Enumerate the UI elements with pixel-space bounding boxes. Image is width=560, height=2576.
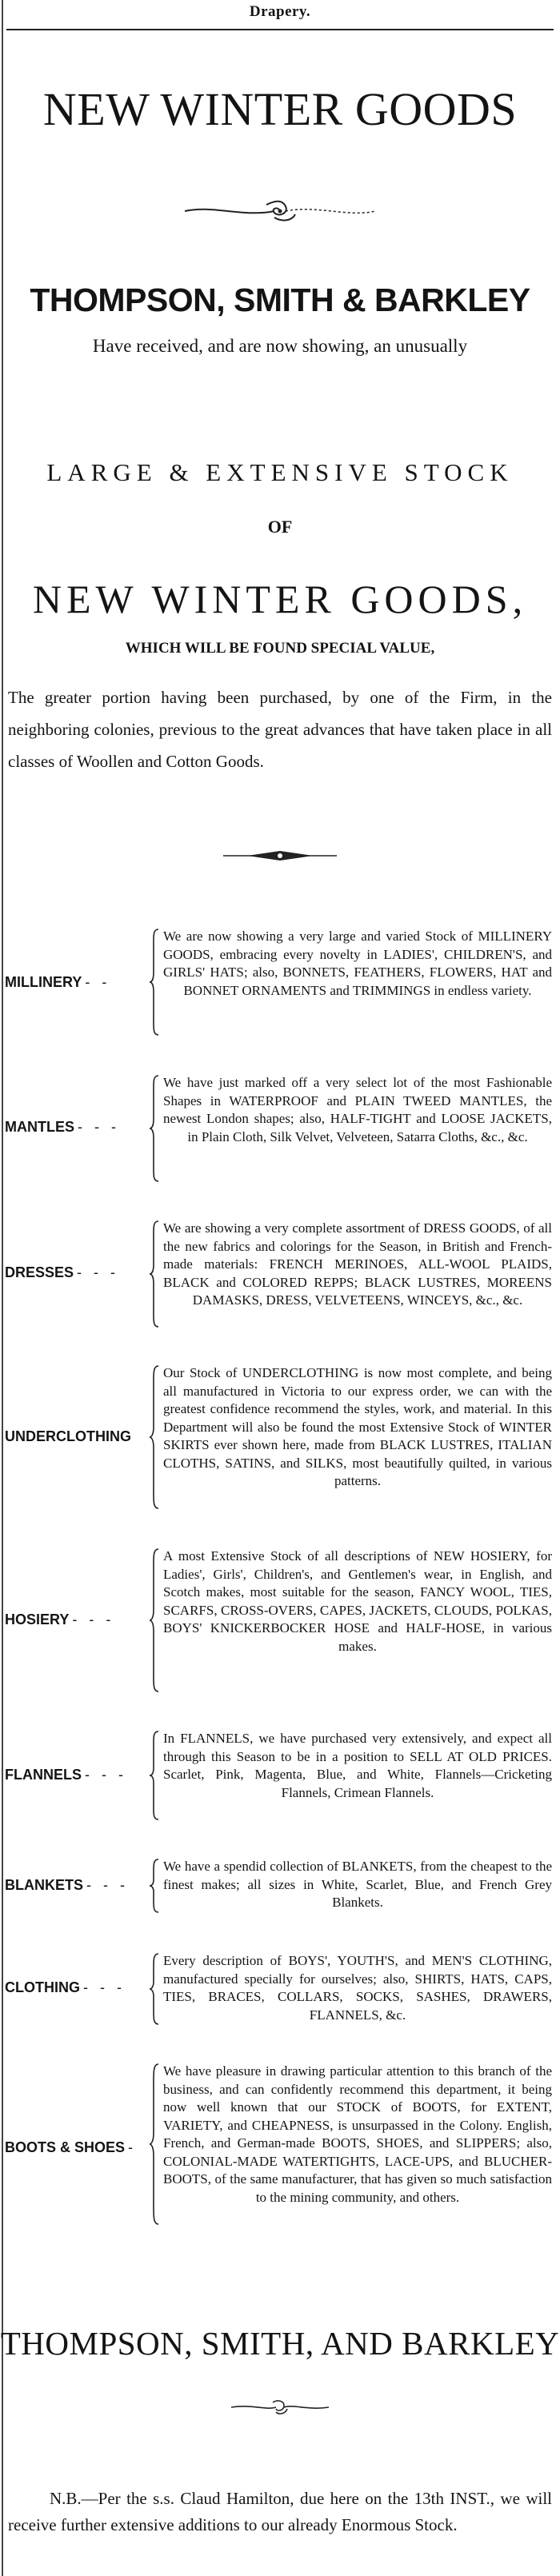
brace-icon — [149, 928, 160, 1036]
brace-icon — [149, 1548, 160, 1693]
department-flannels — [0, 1730, 560, 1821]
department-description: In FLANNELS, we have purchased very extensively, and expect all through this Season to be in a position to SELL AT OLD PRICES. Scarlet, Pink, Magenta, Blue, and White, Flannels—Cricketing Flannels, Crimean Flannels. — [163, 1731, 552, 1800]
department-millinery — [0, 928, 560, 1036]
nb-note-text: N.B.—Per the s.s. Claud Hamilton, due here on the 13th INST., we will receive further extensive additions to our already Enormous Stock. — [8, 2489, 552, 2534]
brace-icon — [149, 1364, 160, 1510]
department-description: We are showing a very complete assortment of DRESS GOODS, of all the new fabrics and colorings for the Season, in British and French-made materials: FRENCH MERINOES, ALL-WOOL PLAIDS, BLACK and COLORED REPPS; BLACK LUSTRES, MOREENS DAMASKS, DRESS, VELVETEENS, WINCEYS, &c., &c. — [163, 1220, 552, 1308]
header-rule — [6, 29, 554, 30]
footer-firm-name: THOMPSON, SMITH, AND BARKLEY — [0, 2325, 560, 2362]
department-label: MANTLES - - - — [5, 1119, 120, 1135]
department-description: We have just marked off a very select lot of the most Fashionable Shapes in WATERPROOF and PLAIN TWEED MANTLES, the newest London shapes; also, HALF-TIGHT and LOOSE JACKETS, in Plain Cloth, Silk Velvet, Velveteen, Satarra Cloths, &c., &c. — [163, 1075, 552, 1144]
department-clothing — [0, 1952, 560, 2026]
nb-note — [8, 2486, 552, 2538]
department-label: CLOTHING - - - — [5, 1979, 126, 1995]
department-underclothing — [0, 1364, 560, 1510]
brace-icon — [149, 1220, 160, 1328]
department-description: We have pleasure in drawing particular attention to this branch of the business, and can confidently recommend this department, it being now well known that our STOCK of BOOTS, for EXTENT, VARIETY, and CHEAPNESS, is unsurpassed in the Colony. English, French, and German-made BOOTS, SHOES, and SLIPPERS; also, COLONIAL-MADE WATERTIGHTS, LACE-UPS, and BLUCHER-BOOTS, of the same manufacturer, that has given so much satisfaction to the mining community, and others. — [163, 2063, 552, 2205]
section-label: Drapery. — [249, 3, 311, 20]
department-dresses — [0, 1220, 560, 1328]
brace-icon — [149, 1074, 160, 1183]
department-label: HOSIERY - - - — [5, 1611, 115, 1627]
department-label: MILLINERY - - — [5, 974, 111, 990]
ornament-divider-bottom — [0, 2398, 560, 2417]
department-description: We are now showing a very large and varied Stock of MILLINERY GOODS, embracing every novelty in LADIES', CHILDREN'S, and GIRLS' HATS; also, BONNETS, FEATHERS, FLOWERS, HAT and BONNET ORNAMENTS and TRIMMINGS in endless variety. — [163, 929, 552, 998]
stock-line: LARGE & EXTENSIVE STOCK — [46, 458, 514, 486]
ornament-divider-top — [0, 197, 560, 226]
brace-icon — [149, 1952, 160, 2026]
ornament-divider-middle — [0, 848, 560, 864]
brace-icon — [149, 1858, 160, 1914]
department-label: DRESSES - - - — [5, 1264, 120, 1280]
department-description: Every description of BOYS', YOUTH'S, and MEN'S CLOTHING, manufactured specially for ourselves; also, SHIRTS, HATS, CAPS, TIES, BRACES, COLLARS, SOCKS, SASHES, DRAWERS, FLANNELS, &c. — [163, 1953, 552, 2023]
brace-icon — [149, 1730, 160, 1821]
department-description: A most Extensive Stock of all descriptions of NEW HOSIERY, for Ladies', Girls', Children's, and Gentlemen's wear, in English, and Scotch makes, most suitable for the season, FANCY WOOL, TIES, SCARFS, CROSS-OVERS, CAPES, JACKETS, CLOUDS, POLKAS, BOYS' KNICKERBOCKER HOSE and HALF-HOSE, in various makes. — [163, 1548, 552, 1654]
department-hosiery — [0, 1548, 560, 1693]
special-value-line: WHICH WILL BE FOUND SPECIAL VALUE, — [125, 640, 435, 657]
department-description: We have a spendid collection of BLANKETS, from the cheapest to the finest makes; all sizes in White, Scarlet, Blue, and French Grey Blankets. — [163, 1859, 552, 1910]
received-line: Have received, and are now showing, an unusually — [92, 336, 468, 356]
department-label: BOOTS & SHOES - — [5, 2139, 138, 2155]
intro-paragraph: The greater portion having been purchased, by one of the Firm, in the neighboring colonies, previous to the great advances that have taken place in all classes of Woollen and Cotton Goods. — [8, 688, 552, 771]
department-mantles — [0, 1074, 560, 1183]
department-label: FLANNELS - - - — [5, 1767, 127, 1783]
department-label: BLANKETS - - - — [5, 1877, 129, 1893]
of-line: OF — [267, 517, 293, 537]
repeat-title: NEW WINTER GOODS, — [32, 577, 528, 621]
brace-icon — [149, 2063, 160, 2226]
main-title: NEW WINTER GOODS — [42, 83, 518, 135]
department-blankets — [0, 1858, 560, 1914]
firm-name: THOMPSON, SMITH & BARKLEY — [30, 282, 530, 318]
department-boots-shoes — [0, 2063, 560, 2226]
department-description: Our Stock of UNDERCLOTHING is now most complete, and being all manufactured in Victoria to our express order, we can with the greatest confidence recommend the styles, work, and material. In this Department will also be found the most Extensive Stock of WINTER SKIRTS ever shown here, made from BLACK LUSTRES, ITALIAN CLOTHS, SATINS, and SILKS, most beautifully quilted, in various patterns. — [163, 1365, 552, 1488]
department-label: UNDERCLOTHING — [5, 1428, 131, 1444]
